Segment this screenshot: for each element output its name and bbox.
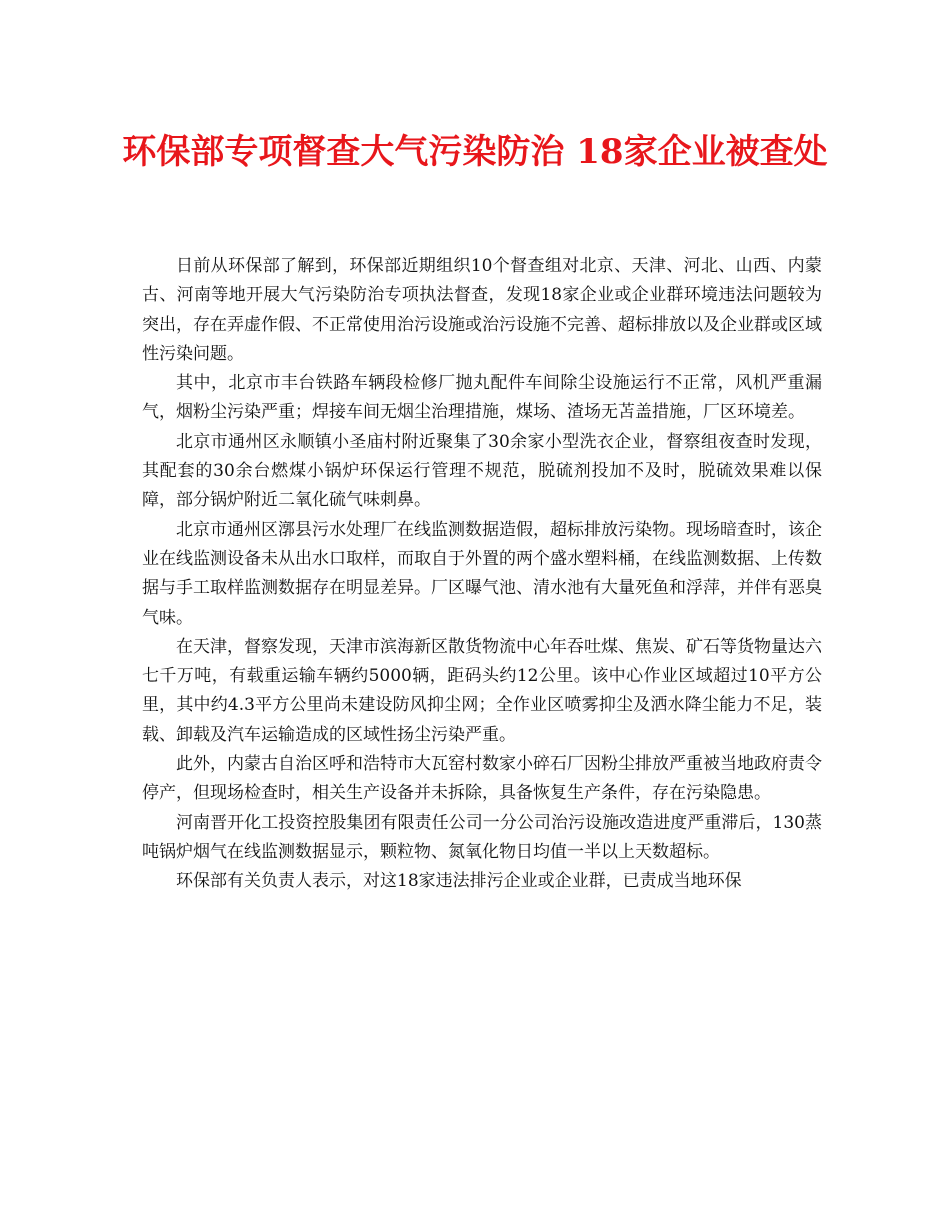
paragraph: 北京市通州区永顺镇小圣庙村附近聚集了30余家小型洗衣企业，督察组夜查时发现，其配套的30余台燃煤小锅炉环保运行管理不规范，脱硫剂投加不及时，脱硫效果难以保障，部分锅炉附近二氧化硫气味刺鼻。 — [142, 431, 822, 511]
article-title: 环保部专项督查大气污染防治 18家企业被查处 — [122, 132, 828, 172]
paragraph: 河南晋开化工投资控股集团有限责任公司一分公司治污设施改造进度严重滞后，130蒸吨锅炉烟气在线监测数据显示，颗粒物、氮氧化物日均值一半以上天数超标。 — [142, 812, 822, 862]
article-body — [142, 252, 822, 897]
paragraph: 其中，北京市丰台铁路车辆段检修厂抛丸配件车间除尘设施运行不正常，风机严重漏气，烟粉尘污染严重；焊接车间无烟尘治理措施，煤场、渣场无苫盖措施，厂区环境差。 — [142, 373, 822, 423]
paragraph: 北京市通州区漷县污水处理厂在线监测数据造假，超标排放污染物。现场暗查时，该企业在线监测设备未从出水口取样，而取自于外置的两个盛水塑料桶，在线监测数据、上传数据与手工取样监测数据存在明显差异。厂区曝气池、清水池有大量死鱼和浮萍，并伴有恶臭气味。 — [142, 519, 822, 628]
paragraph: 日前从环保部了解到，环保部近期组织10个督查组对北京、天津、河北、山西、内蒙古、河南等地开展大气污染防治专项执法督查，发现18家企业或企业群环境违法问题较为突出，存在弄虚作假、不正常使用治污设施或治污设施不完善、超标排放以及企业群或区域性污染问题。 — [142, 256, 822, 364]
paragraph: 此外，内蒙古自治区呼和浩特市大瓦窑村数家小碎石厂因粉尘排放严重被当地政府责令停产，但现场检查时，相关生产设备并未拆除，具备恢复生产条件，存在污染隐患。 — [142, 754, 822, 804]
paragraph: 环保部有关负责人表示，对这18家违法排污企业或企业群，已责成当地环保 — [176, 871, 742, 892]
paragraph: 在天津，督察发现，天津市滨海新区散货物流中心年吞吐煤、焦炭、矿石等货物量达六七千万吨，有载重运输车辆约5000辆，距码头约12公里。该中心作业区域超过10平方公里，其中约4.3平方公里尚未建设防风抑尘网；全作业区喷雾抑尘及洒水降尘能力不足，装载、卸载及汽车运输造成的区域性扬尘污染严重。 — [142, 636, 822, 745]
